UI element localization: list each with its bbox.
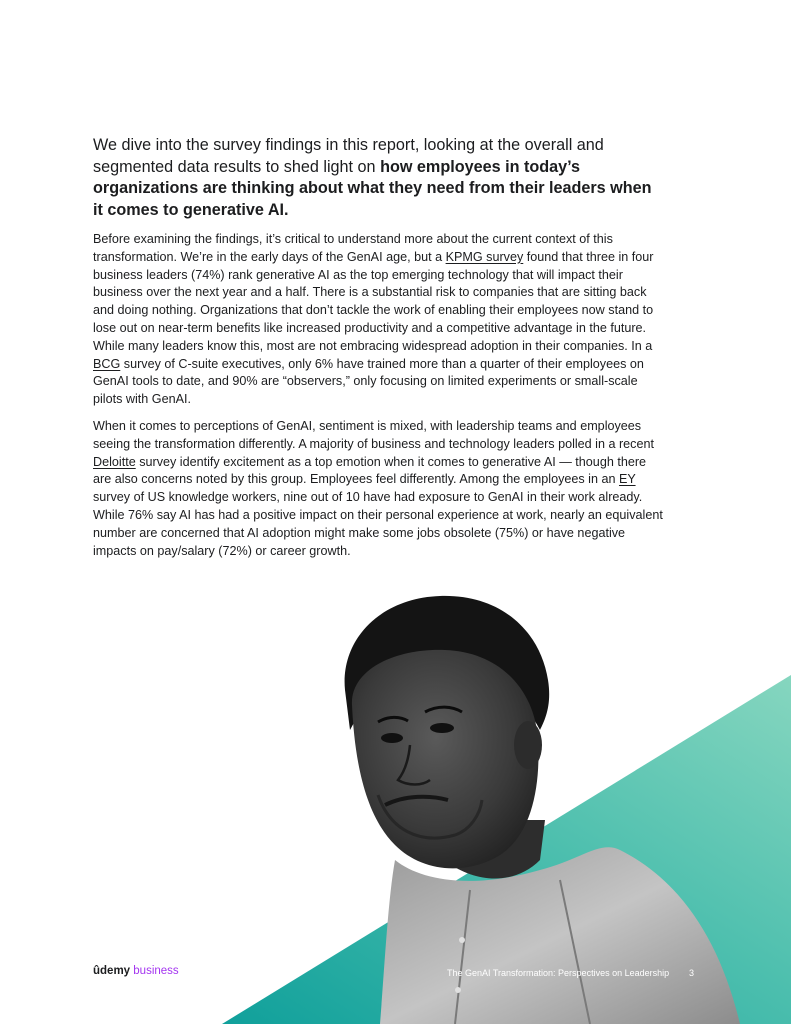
bcg-link[interactable]: BCG: [93, 356, 121, 371]
paragraph-context: [93, 231, 665, 409]
paragraph-perceptions: [93, 418, 665, 560]
ey-link[interactable]: EY: [618, 472, 636, 487]
deloitte-link[interactable]: Deloitte: [93, 454, 136, 469]
page-number: 3: [689, 968, 695, 978]
paragraph-text: Before examining the findings, it’s critical to understand more about the current context of this transformation. We’re in the early days of the GenAI age, but a: [93, 232, 613, 264]
logo-sub: business: [133, 965, 179, 977]
paragraph-text: survey of C-suite executives, only 6% have trained more than a quarter of their employees on GenAI tools to date, and 90% are “observers,” only focusing on limited experiments or small-scale pilots with GenAI.: [93, 356, 644, 407]
logo-brand: ûdemy: [93, 965, 131, 977]
intro-paragraph: [93, 135, 665, 221]
footer-document-title: The GenAI Transformation: Perspectives on Leadership: [447, 968, 670, 978]
paragraph-text: survey identify excitement as a top emotion when it comes to generative AI — though there are also concerns noted by this group. Employees feel differently. Among the employees in an: [93, 454, 647, 487]
body-text: [93, 135, 665, 569]
intro-lead-text: We dive into the survey findings in this report, looking at the overall and segmented data results to shed light on: [93, 136, 604, 176]
paragraph-text: found that three in four business leaders (74%) rank generative AI as the top emerging technology that will impact their business over the next year and a half. There is a substantial risk to companies that are sitting back and doing nothing. Organizations that don’t tackle the work of enabling their employees now stand to lose out on near-term benefits like increased productivity and a competitive advantage in the future. While many leaders know this, most are not embracing widespread adoption in their companies. In a: [93, 249, 654, 353]
intro-bold-text: how employees in today’s organizations are thinking about what they need from their leaders when it comes to generative AI.: [93, 157, 652, 219]
paragraph-text: survey of US knowledge workers, nine out of 10 have had exposure to GenAI in their work already. While 76% say AI has had a positive impact on their personal experience at work, nearly an equivalent number are concerned that AI adoption might make some jobs obsolete (75%) or have negative impacts on pay/salary (72%) or career growth.: [93, 490, 663, 558]
paragraph-text: When it comes to perceptions of GenAI, sentiment is mixed, with leadership teams and employees seeing the transformation differently. A majority of business and technology leaders polled in a recent: [93, 418, 654, 451]
kpmg-survey-link[interactable]: KPMG survey: [445, 249, 524, 264]
udemy-business-logo: [93, 964, 179, 978]
